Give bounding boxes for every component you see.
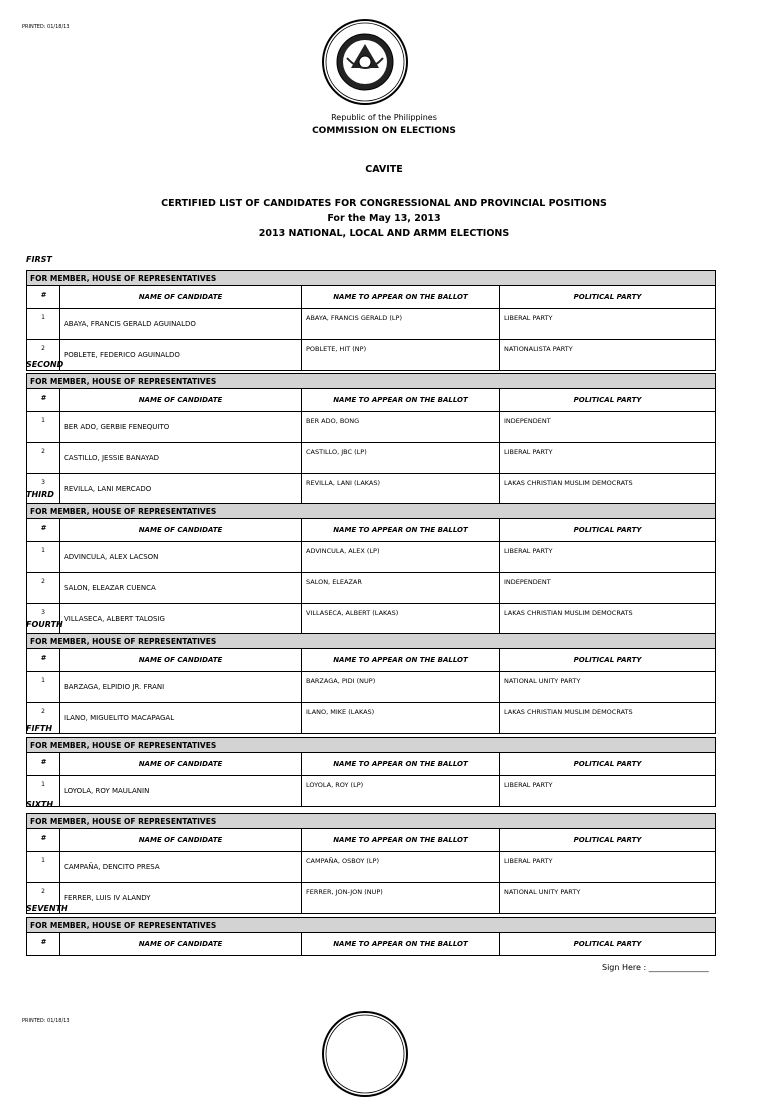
- row-number: 2: [27, 340, 60, 371]
- table-row: [27, 474, 716, 505]
- candidates-table: [26, 503, 716, 635]
- position-header: FOR MEMBER, HOUSE OF REPRESENTATIVES: [27, 271, 716, 286]
- political-party: LIBERAL PARTY: [500, 542, 716, 573]
- political-party: LAKAS CHRISTIAN MUSLIM DEMOCRATS: [500, 474, 716, 505]
- candidate-name: REVILLA, LANI MERCADO: [60, 474, 302, 505]
- row-number: 3: [27, 474, 60, 505]
- col-ballot: NAME TO APPEAR ON THE BALLOT: [302, 286, 500, 309]
- political-party: LAKAS CHRISTIAN MUSLIM DEMOCRATS: [500, 703, 716, 734]
- col-num: #: [27, 753, 60, 776]
- ballot-name: LOYOLA, ROY (LP): [302, 776, 500, 807]
- table-row: [27, 776, 716, 807]
- row-number: 1: [27, 672, 60, 703]
- table-row: [27, 852, 716, 883]
- district-label: FOURTH: [26, 620, 63, 629]
- province-title: CAVITE: [365, 164, 403, 175]
- candidates-table: [26, 737, 716, 807]
- candidate-name: BER ADO, GERBIE FENEQUITO: [60, 412, 302, 443]
- table-row: [27, 542, 716, 573]
- political-party: NATIONAL UNITY PARTY: [500, 672, 716, 703]
- candidates-table: [26, 633, 716, 734]
- footer-seal-icon: [321, 1010, 409, 1098]
- ballot-name: CAMPAÑA, OSBOY (LP): [302, 852, 500, 883]
- col-ballot: NAME TO APPEAR ON THE BALLOT: [302, 829, 500, 852]
- candidates-table: [26, 813, 716, 914]
- row-number: 1: [27, 309, 60, 340]
- table-row: [27, 604, 716, 635]
- political-party: LIBERAL PARTY: [500, 852, 716, 883]
- district-label: FIFTH: [26, 724, 53, 733]
- ballot-name: POBLETE, HIT (NP): [302, 340, 500, 371]
- document-title: CERTIFIED LIST OF CANDIDATES FOR CONGRESSIONAL AND PROVINCIAL POSITIONS: [161, 198, 607, 209]
- col-ballot: NAME TO APPEAR ON THE BALLOT: [302, 519, 500, 542]
- candidates-table: [26, 917, 716, 956]
- district-label: THIRD: [26, 490, 54, 499]
- col-name: NAME OF CANDIDATE: [60, 933, 302, 956]
- col-name: NAME OF CANDIDATE: [60, 519, 302, 542]
- col-party: POLITICAL PARTY: [500, 389, 716, 412]
- district-label: SIXTH: [26, 800, 54, 809]
- commission-text: COMMISSION ON ELECTIONS: [312, 126, 456, 136]
- political-party: NATIONAL UNITY PARTY: [500, 883, 716, 914]
- candidate-name: CAMPAÑA, DENCITO PRESA: [60, 852, 302, 883]
- row-number: 1: [27, 412, 60, 443]
- political-party: INDEPENDENT: [500, 412, 716, 443]
- candidate-name: VILLASECA, ALBERT TALOSIG: [60, 604, 302, 635]
- republic-text: Republic of the Philippines: [331, 113, 437, 122]
- ballot-name: ADVINCULA, ALEX (LP): [302, 542, 500, 573]
- ballot-name: ILANO, MIKE (LAKAS): [302, 703, 500, 734]
- col-name: NAME OF CANDIDATE: [60, 649, 302, 672]
- col-num: #: [27, 389, 60, 412]
- document-date: For the May 13, 2013: [327, 213, 441, 224]
- ballot-name: CASTILLO, JBC (LP): [302, 443, 500, 474]
- table-row: [27, 672, 716, 703]
- col-num: #: [27, 829, 60, 852]
- col-party: POLITICAL PARTY: [500, 649, 716, 672]
- col-party: POLITICAL PARTY: [500, 829, 716, 852]
- col-party: POLITICAL PARTY: [500, 753, 716, 776]
- row-number: 1: [27, 852, 60, 883]
- col-ballot: NAME TO APPEAR ON THE BALLOT: [302, 389, 500, 412]
- col-name: NAME OF CANDIDATE: [60, 286, 302, 309]
- political-party: NATIONALISTA PARTY: [500, 340, 716, 371]
- ballot-name: BER ADO, BONG: [302, 412, 500, 443]
- political-party: LIBERAL PARTY: [500, 443, 716, 474]
- candidate-name: SALON, ELEAZAR CUENCA: [60, 573, 302, 604]
- position-header: FOR MEMBER, HOUSE OF REPRESENTATIVES: [27, 918, 716, 933]
- candidates-table: [26, 270, 716, 371]
- row-number: 3: [27, 604, 60, 635]
- comelec-seal-icon: [321, 18, 409, 106]
- table-row: [27, 883, 716, 914]
- table-row: [27, 340, 716, 371]
- ballot-name: FERRER, JON-JON (NUP): [302, 883, 500, 914]
- col-ballot: NAME TO APPEAR ON THE BALLOT: [302, 933, 500, 956]
- table-row: [27, 703, 716, 734]
- col-num: #: [27, 286, 60, 309]
- table-row: [27, 443, 716, 474]
- row-number: 1: [27, 776, 60, 807]
- ballot-name: SALON, ELEAZAR: [302, 573, 500, 604]
- political-party: LIBERAL PARTY: [500, 776, 716, 807]
- candidate-name: FERRER, LUIS IV ALANDY: [60, 883, 302, 914]
- col-num: #: [27, 519, 60, 542]
- printed-date: PRINTED: 01/18/13: [22, 24, 70, 30]
- table-row: [27, 573, 716, 604]
- row-number: 2: [27, 443, 60, 474]
- col-name: NAME OF CANDIDATE: [60, 753, 302, 776]
- district-label: SEVENTH: [26, 904, 68, 913]
- footer-printed-date: PRINTED: 01/18/13: [22, 1018, 70, 1024]
- position-header: FOR MEMBER, HOUSE OF REPRESENTATIVES: [27, 374, 716, 389]
- election-name: 2013 NATIONAL, LOCAL AND ARMM ELECTIONS: [258, 228, 510, 239]
- col-party: POLITICAL PARTY: [500, 933, 716, 956]
- candidates-table: [26, 373, 716, 505]
- row-number: 2: [27, 703, 60, 734]
- candidate-name: ABAYA, FRANCIS GERALD AGUINALDO: [60, 309, 302, 340]
- col-party: POLITICAL PARTY: [500, 519, 716, 542]
- row-number: 2: [27, 883, 60, 914]
- candidate-name: BARZAGA, ELPIDIO JR. FRANI: [60, 672, 302, 703]
- ballot-name: VILLASECA, ALBERT (LAKAS): [302, 604, 500, 635]
- col-num: #: [27, 649, 60, 672]
- political-party: INDEPENDENT: [500, 573, 716, 604]
- candidate-name: ADVINCULA, ALEX LACSON: [60, 542, 302, 573]
- row-number: 2: [27, 573, 60, 604]
- table-row: [27, 412, 716, 443]
- ballot-name: BARZAGA, PIDI (NUP): [302, 672, 500, 703]
- candidate-name: POBLETE, FEDERICO AGUINALDO: [60, 340, 302, 371]
- ballot-name: ABAYA, FRANCIS GERALD (LP): [302, 309, 500, 340]
- candidate-name: ILANO, MIGUELITO MACAPAGAL: [60, 703, 302, 734]
- political-party: LAKAS CHRISTIAN MUSLIM DEMOCRATS: [500, 604, 716, 635]
- col-name: NAME OF CANDIDATE: [60, 829, 302, 852]
- col-ballot: NAME TO APPEAR ON THE BALLOT: [302, 753, 500, 776]
- district-label: FIRST: [26, 255, 52, 264]
- col-num: #: [27, 933, 60, 956]
- row-number: 1: [27, 542, 60, 573]
- position-header: FOR MEMBER, HOUSE OF REPRESENTATIVES: [27, 504, 716, 519]
- position-header: FOR MEMBER, HOUSE OF REPRESENTATIVES: [27, 634, 716, 649]
- district-label: SECOND: [26, 360, 64, 369]
- sign-here: Sign Here : _______________: [602, 963, 709, 972]
- candidate-name: LOYOLA, ROY MAULANIN: [60, 776, 302, 807]
- col-ballot: NAME TO APPEAR ON THE BALLOT: [302, 649, 500, 672]
- ballot-name: REVILLA, LANI (LAKAS): [302, 474, 500, 505]
- political-party: LIBERAL PARTY: [500, 309, 716, 340]
- table-row: [27, 309, 716, 340]
- col-party: POLITICAL PARTY: [500, 286, 716, 309]
- position-header: FOR MEMBER, HOUSE OF REPRESENTATIVES: [27, 738, 716, 753]
- candidate-name: CASTILLO, JESSIE BANAYAD: [60, 443, 302, 474]
- col-name: NAME OF CANDIDATE: [60, 389, 302, 412]
- position-header: FOR MEMBER, HOUSE OF REPRESENTATIVES: [27, 814, 716, 829]
